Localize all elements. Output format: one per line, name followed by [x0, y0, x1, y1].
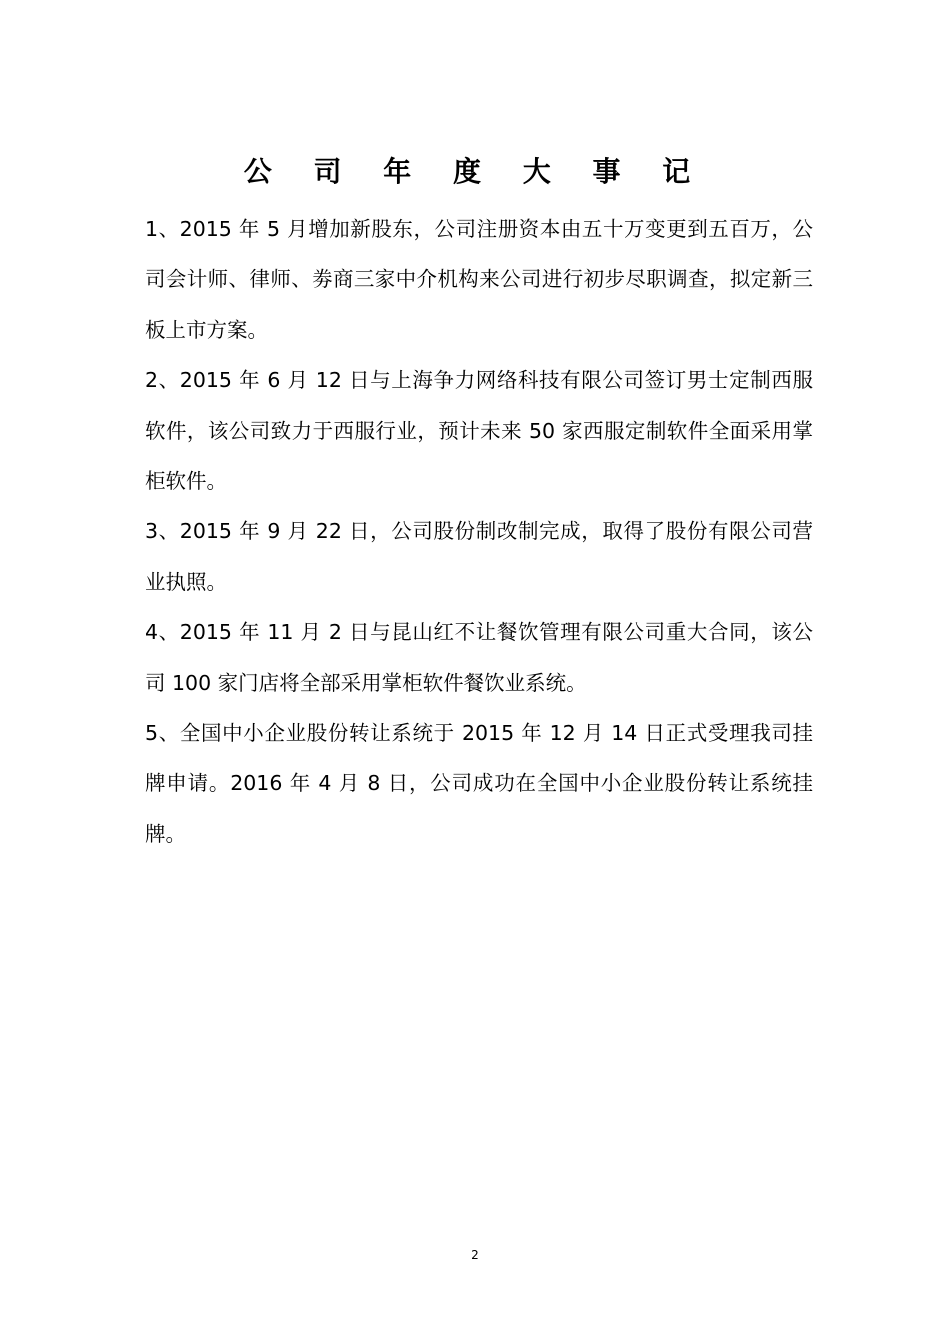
event-list	[145, 204, 813, 859]
event-item: 3、2015 年 9 月 22 日，公司股份制改制完成，取得了股份有限公司营业执照。	[145, 519, 813, 594]
event-item: 4、2015 年 11 月 2 日与昆山红不让餐饮管理有限公司重大合同，该公司 100 家门店将全部采用掌柜软件餐饮业系统。	[145, 620, 813, 695]
event-item: 5、全国中小企业股份转让系统于 2015 年 12 月 14 日正式受理我司挂牌申请。2016 年 4 月 8 日，公司成功在全国中小企业股份转让系统挂牌。	[145, 721, 813, 846]
event-item: 2、2015 年 6 月 12 日与上海争力网络科技有限公司签订男士定制西服软件，该公司致力于西服行业，预计未来 50 家西服定制软件全面采用掌柜软件。	[145, 368, 813, 494]
page-number: 2	[471, 1248, 479, 1262]
event-item: 1、2015 年 5 月增加新股东，公司注册资本由五十万变更到五百万，公司会计师、律师、劵商三家中介机构来公司进行初步尽职调查，拟定新三板上市方案。	[145, 217, 813, 342]
document-title: 公 司 年 度 大 事 记	[243, 155, 707, 188]
